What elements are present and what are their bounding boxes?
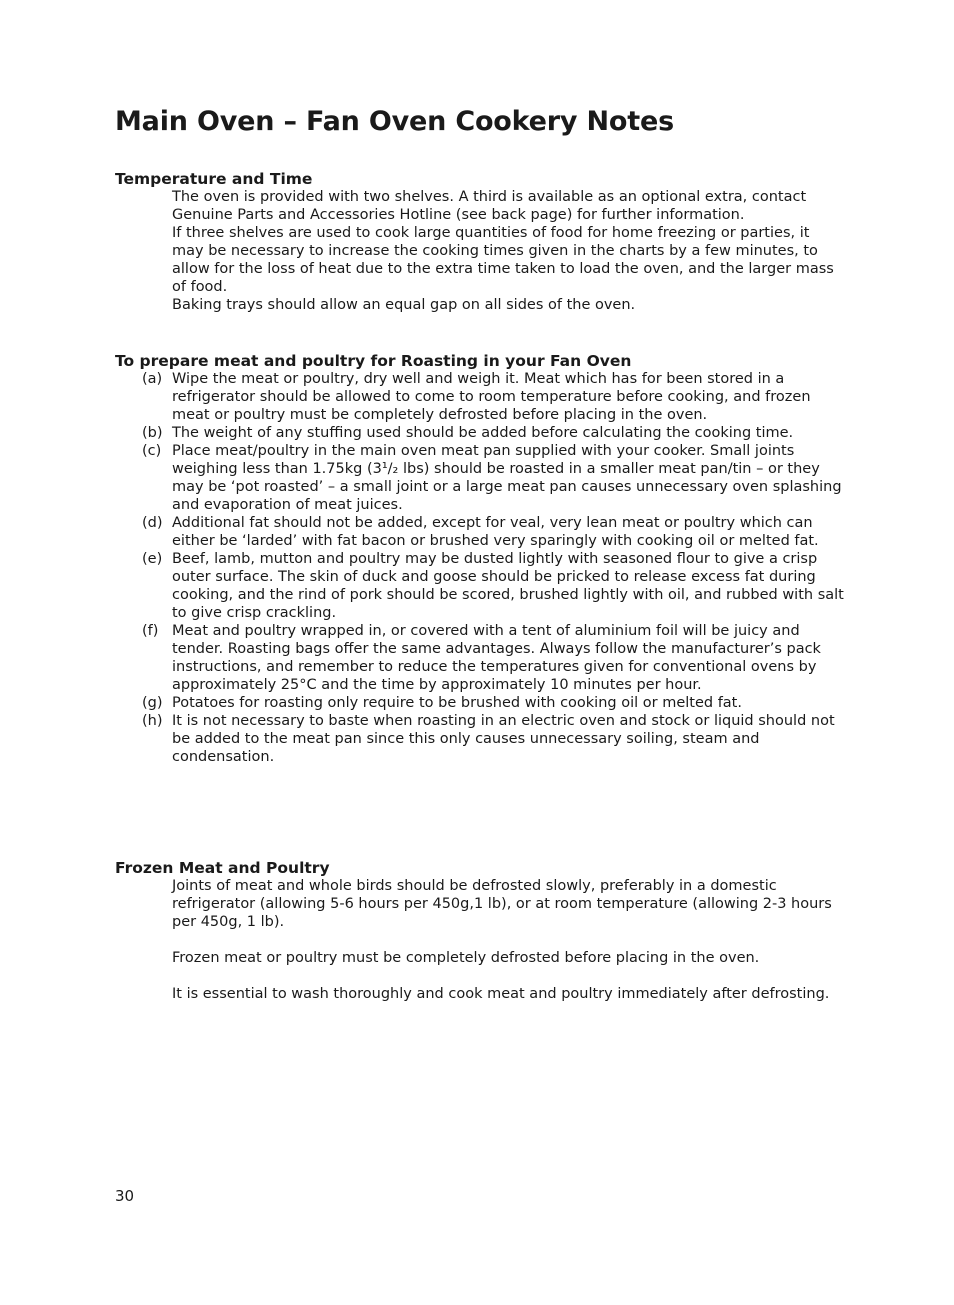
list-item-marker: (h) xyxy=(142,713,163,729)
page-title: Main Oven – Fan Oven Cookery Notes xyxy=(115,106,674,137)
list-item-text: Potatoes for roasting only require to be brushed with cooking oil or melted fat. xyxy=(172,695,742,711)
list-item-marker: (g) xyxy=(142,695,163,711)
list-item-text: The weight of any stuffing used should be added before calculating the cooking time. xyxy=(172,425,794,441)
list-item-marker: (d) xyxy=(142,515,163,531)
list-item xyxy=(115,514,845,550)
roasting-preparation-section xyxy=(115,352,845,766)
frozen-meat-section xyxy=(115,859,845,1003)
list-item xyxy=(115,694,845,712)
paragraph: If three shelves are used to cook large quantities of food for home freezing or parties, it may be necessary to increase the cooking times given in the charts by a few minutes, to allow for the loss of heat due to the extra time taken to load the oven, and the larger mass of food. xyxy=(172,225,834,295)
list-item xyxy=(115,442,845,514)
section-heading: To prepare meat and poultry for Roasting in your Fan Oven xyxy=(115,352,632,370)
paragraph: Joints of meat and whole birds should be defrosted slowly, preferably in a domestic refrigerator (allowing 5-6 hours per 450g,1 lb), or at room temperature (allowing 2-3 hours per 450g, 1 lb). xyxy=(172,878,832,930)
list-item-text: Meat and poultry wrapped in, or covered with a tent of aluminium foil will be juicy and tender. Roasting bags offer the same advantages. Always follow the manufacturer’s pack instructions, and remember to reduce the temperatures given for conventional ovens by approximately 25°C and the time by approximately 10 minutes per hour. xyxy=(172,623,821,693)
section-heading: Temperature and Time xyxy=(115,170,313,188)
list-item-text: Beef, lamb, mutton and poultry may be dusted lightly with seasoned flour to give a crisp outer surface. The skin of duck and goose should be pricked to release excess fat during cooking, and the rind of pork should be scored, brushed lightly with oil, and rubbed with salt to give crisp crackling. xyxy=(172,551,844,621)
section-heading: Frozen Meat and Poultry xyxy=(115,859,330,877)
list-item xyxy=(115,424,845,442)
paragraph: The oven is provided with two shelves. A third is available as an optional extra, contact Genuine Parts and Accessories Hotline (see back page) for further information. xyxy=(172,189,807,223)
list-item xyxy=(115,550,845,622)
paragraph: It is essential to wash thoroughly and cook meat and poultry immediately after defrosting. xyxy=(172,986,830,1002)
page-number: 30 xyxy=(115,1187,135,1205)
list-item-text: Additional fat should not be added, except for veal, very lean meat or poultry which can either be ‘larded’ with fat bacon or brushed very sparingly with cooking oil or melted fat. xyxy=(172,515,819,549)
list-item-marker: (b) xyxy=(142,425,163,441)
paragraph: Baking trays should allow an equal gap on all sides of the oven. xyxy=(172,297,636,313)
list-item-marker: (e) xyxy=(142,551,163,567)
instruction-list xyxy=(115,370,845,766)
list-item-marker: (f) xyxy=(142,623,159,639)
list-item-text: It is not necessary to baste when roasting in an electric oven and stock or liquid should not be added to the meat pan since this only causes unnecessary soiling, steam and condensation. xyxy=(172,713,835,765)
list-item xyxy=(115,370,845,424)
list-item xyxy=(115,712,845,766)
list-item-text: Wipe the meat or poultry, dry well and weigh it. Meat which has for been stored in a refrigerator should be allowed to come to room temperature before cooking, and frozen meat or poultry must be completely defrosted before placing in the oven. xyxy=(172,371,811,423)
temperature-and-time-section xyxy=(115,170,845,314)
list-item-text: Place meat/poultry in the main oven meat pan supplied with your cooker. Small joints weighing less than 1.75kg (3¹/₂ lbs) should be roasted in a smaller meat pan/tin – or they may be ‘pot roasted’ – a small joint or a large meat pan causes unnecessary oven splashing and evaporation of meat juices. xyxy=(172,443,842,513)
list-item-marker: (a) xyxy=(142,371,163,387)
list-item-marker: (c) xyxy=(142,443,162,459)
paragraph: Frozen meat or poultry must be completely defrosted before placing in the oven. xyxy=(172,950,760,966)
list-item xyxy=(115,622,845,694)
